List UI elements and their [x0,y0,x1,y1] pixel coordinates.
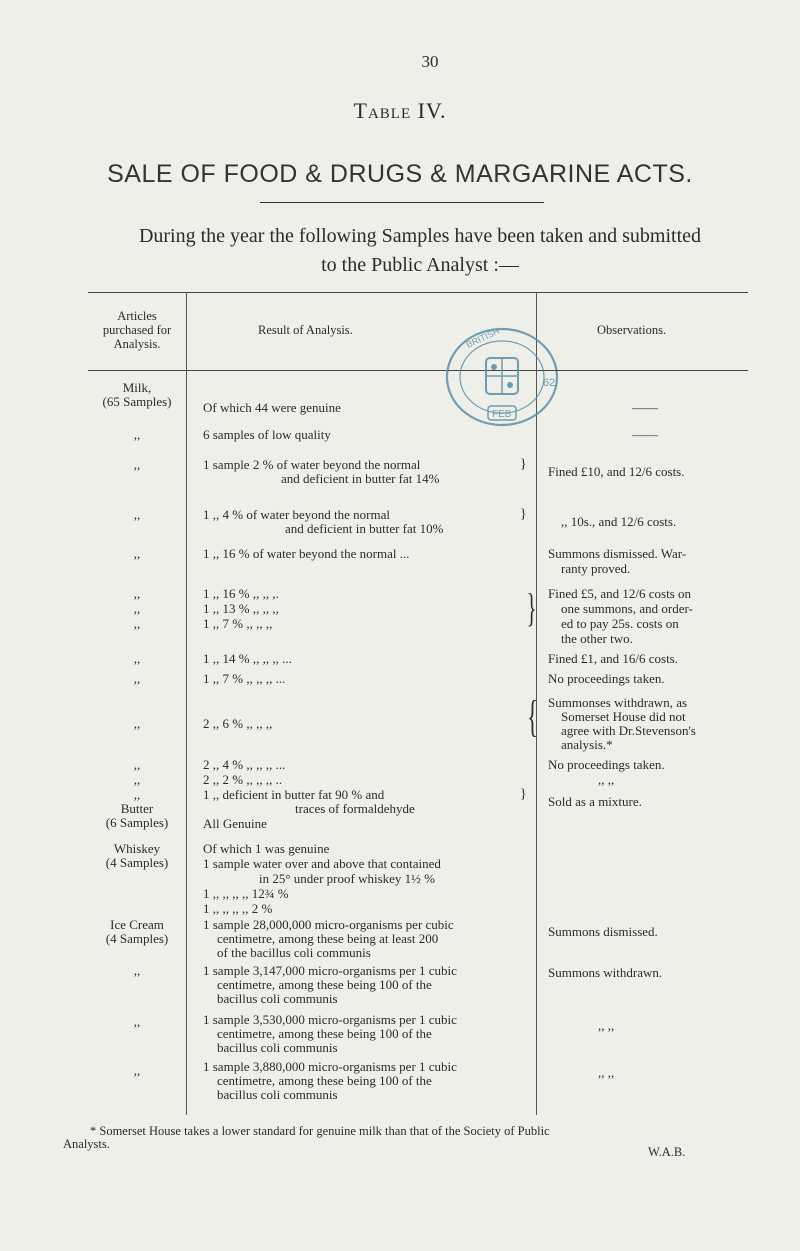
whiskey-line: 1 ,, ,, ,, ,, 2 % [203,901,273,916]
row-5-observation-line: ranty proved. [561,561,631,576]
ice-cream-label [88,918,186,945]
row-4-result-line: 1 ,, 4 % of water beyond the normal [203,507,391,522]
ice-a-line: of the bacillus coli communis [217,945,371,960]
row-6-observation-line: the other two. [561,631,633,646]
row-13-article: ,, [133,772,141,787]
row-6-observation-line: Fined £5, and 12/6 costs on [548,586,691,601]
column-divider-left-lower [186,815,187,1115]
ice-c-article: ,, [133,1014,141,1029]
header-result: Result of Analysis. [258,323,353,337]
row-2-observation: —— [632,427,658,442]
ice-d-observation: ,, ,, [598,1065,615,1080]
row-11-observation-line: agree with Dr.Stevenson's [561,723,696,738]
row-14-result-line: traces of formaldehyde [295,801,415,816]
whiskey-label-line: Whiskey [113,841,161,856]
row-11-observation-line: Summonses withdrawn, as [548,695,688,710]
row-8-article: ,, [133,616,141,631]
whiskey-label [88,842,186,869]
footnote-line: Analysts. [63,1137,110,1151]
whiskey-label-line: (4 Samples) [105,854,169,870]
row-14-result-line: 1 ,, deficient in butter fat 90 % and [203,787,385,802]
brace: { [527,692,538,741]
footnote-initials: W.A.B. [648,1145,686,1159]
ice-d-line: 1 sample 3,880,000 micro-organisms per 1 cubic [203,1059,457,1074]
footnote-line: * Somerset House takes a lower standard for genuine milk than that of the Society of Public [90,1124,550,1138]
ice-d-line: centimetre, among these being 100 of the [217,1073,432,1088]
row-14-observation: Sold as a mixture. [548,794,642,809]
header-observations: Observations. [597,323,667,337]
header-articles-line: Analysis. [113,337,161,351]
row-9-result: 1 ,, 14 % ,, ,, ,, ... [203,651,292,666]
row-11-article: ,, [133,716,141,731]
whiskey-line: in 25° under proof whiskey 1½ % [259,871,435,886]
page-number: 30 [421,52,439,71]
column-divider-right-lower [536,815,537,1115]
received-stamp [440,322,565,432]
header-articles-line: Articles [117,309,157,323]
row-14-article: ,, [133,787,141,802]
milk-label-line: (65 Samples) [102,393,172,409]
row-3-article: ,, [133,457,141,472]
row-9-article: ,, [133,651,141,666]
milk-label-line: Milk, [122,380,152,395]
stamp-text: BRITISH [464,325,502,350]
row-1-result: Of which 44 were genuine [203,400,341,415]
row-10-article: ,, [133,671,141,686]
row-7-article: ,, [133,601,141,616]
row-5-article: ,, [133,546,141,561]
row-2-result: 6 samples of low quality [203,427,331,442]
row-3-result-line: 1 sample 2 % of water beyond the normal [203,457,421,472]
ice-c-observation: ,, ,, [598,1018,615,1033]
butter-result: All Genuine [203,816,267,831]
row-11-observation-line: analysis.* [561,737,613,752]
row-6-observation-line: ed to pay 25s. costs on [561,616,679,631]
ice-b-line: bacillus coli communis [217,991,338,1006]
ice-d-line: bacillus coli communis [217,1087,338,1102]
row-11-observation-line: Somerset House did not [561,709,686,724]
row-10-result: 1 ,, 7 % ,, ,, ,, ... [203,671,286,686]
row-6-observation-line: one summons, and order- [561,601,693,616]
row-12-observation: No proceedings taken. [548,757,665,772]
observations-rule [537,370,748,371]
row-12-result: 2 ,, 4 % ,, ,, ,, ... [203,757,286,772]
row-9-observation: Fined £1, and 16/6 costs. [548,651,678,666]
row-10-observation: No proceedings taken. [548,671,665,686]
ice-c-line: centimetre, among these being 100 of the [217,1026,432,1041]
row-13-observation: ,, ,, [598,772,615,787]
row-5-observation-line: Summons dismissed. War- [548,546,687,561]
butter-label [88,802,186,829]
stamp-number: 62 [543,377,556,389]
ice-b-observation: Summons withdrawn. [548,965,663,980]
table-top-rule [88,292,748,293]
intro-line-1: During the year the following Samples have been taken and submitted [138,225,702,247]
table-title: Table IV. [353,98,447,123]
brace: } [520,787,527,802]
header-articles [88,309,186,351]
row-2-article: ,, [133,427,141,442]
milk-label [88,381,186,408]
row-4-result-line: and deficient in butter fat 10% [285,521,444,536]
row-3-observation: Fined £10, and 12/6 costs. [548,464,685,479]
butter-label-line: (6 Samples) [105,814,169,830]
row-13-result: 2 ,, 2 % ,, ,, ,, .. [203,772,283,787]
ice-c-line: 1 sample 3,530,000 micro-organisms per 1 cubic [203,1012,457,1027]
ice-b-line: 1 sample 3,147,000 micro-organisms per 1 cubic [203,963,457,978]
row-4-observation: ,, 10s., and 12/6 costs. [561,514,677,529]
row-6-result-line: 1 ,, 16 % ,, ,, ,. [203,586,279,601]
brace: } [520,507,527,522]
ice-a-line: 1 sample 28,000,000 micro-organisms per cubic [203,917,454,932]
ice-c-line: bacillus coli communis [217,1040,338,1055]
ice-a-line: centimetre, among these being at least 200 [217,931,439,946]
row-6-result-line: 1 ,, 7 % ,, ,, ,, [203,616,273,631]
intro-line-2: to the Public Analyst :— [321,254,519,276]
row-11-result: 2 ,, 6 % ,, ,, ,, [203,716,273,731]
row-12-article: ,, [133,757,141,772]
whiskey-line: Of which 1 was genuine [203,841,330,856]
row-6-result-line: 1 ,, 13 % ,, ,, ,, [203,601,279,616]
act-title: SALE OF FOOD & DRUGS & MARGARINE ACTS. [107,160,693,188]
row-6-article: ,, [133,586,141,601]
row-5-result: 1 ,, 16 % of water beyond the normal ... [203,546,410,561]
stamp-month: FEB [492,409,512,420]
ice-a-observation: Summons dismissed. [548,924,658,939]
ice-b-article: ,, [133,963,141,978]
brace: } [526,585,537,630]
ice-cream-label-line: (4 Samples) [105,930,169,946]
brace: } [520,457,527,472]
butter-label-line: Butter [120,801,154,816]
intro-text [40,222,800,280]
whiskey-line: 1 sample water over and above that contained [203,856,441,871]
ice-cream-label-line: Ice Cream [110,917,164,932]
ice-d-article: ,, [133,1063,141,1078]
whiskey-line: 1 ,, ,, ,, ,, 12¾ % [203,886,289,901]
row-4-article: ,, [133,507,141,522]
row-3-result-line: and deficient in butter fat 14% [281,471,440,486]
ice-b-line: centimetre, among these being 100 of the [217,977,432,992]
title-divider [260,202,544,203]
row-1-observation: —— [632,400,658,415]
column-divider-left [186,292,187,815]
header-articles-line: purchased for [102,323,172,337]
